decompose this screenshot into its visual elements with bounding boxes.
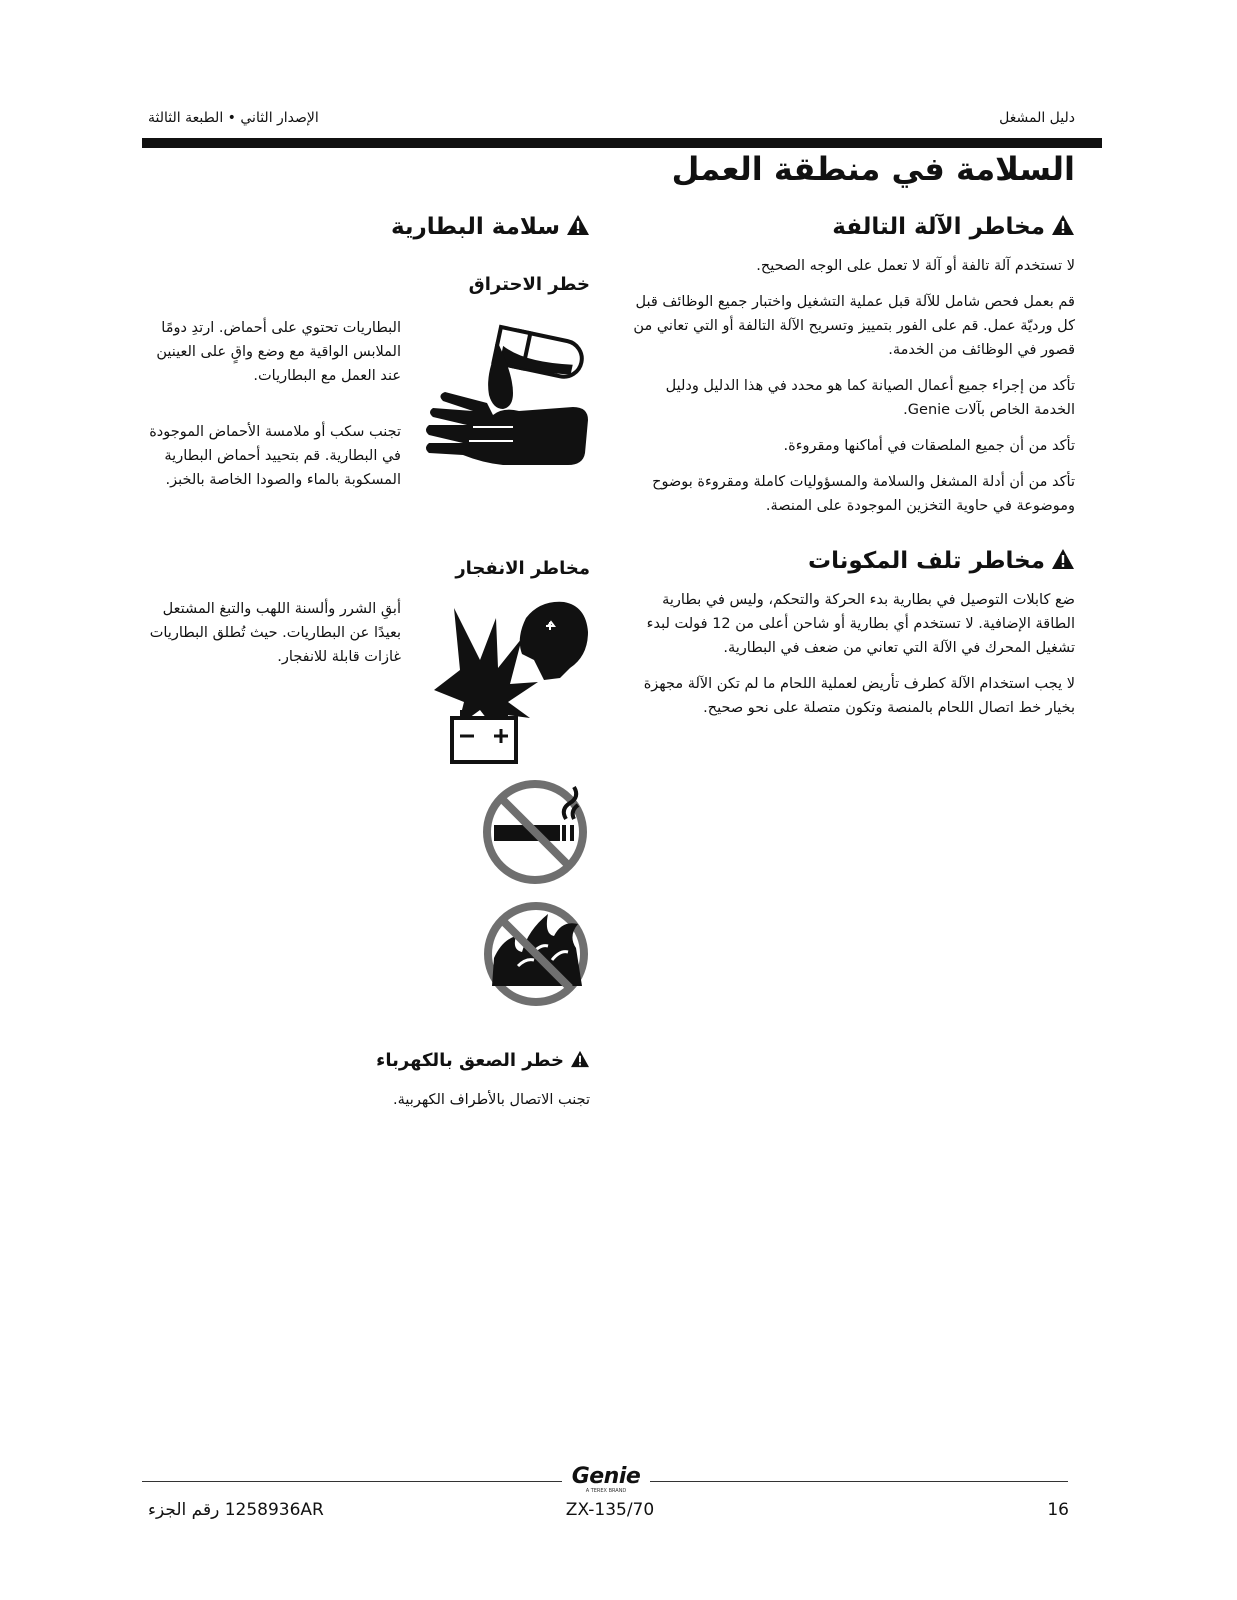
explosion-hazard-text bbox=[139, 597, 401, 669]
brand-name: Genie bbox=[571, 1464, 641, 1489]
no-smoking-icon bbox=[482, 779, 592, 893]
no-open-flame-icon bbox=[482, 900, 592, 1014]
warning-triangle-icon bbox=[1051, 548, 1075, 576]
header-rule bbox=[142, 138, 1102, 148]
model-number: ZX-135/70 bbox=[565, 1500, 655, 1520]
section-title: مخاطر تلف المكونات bbox=[808, 548, 1045, 574]
paragraph: تجنب الاتصال بالأطراف الكهربية. bbox=[393, 1092, 590, 1108]
paragraph: تجنب سكب أو ملامسة الأحماض الموجودة في البطارية. قم بتحييد أحماض البطارية المسكوبة بالماء والصودا الخاصة بالخبز. bbox=[149, 424, 401, 488]
warning-triangle-icon bbox=[1051, 214, 1075, 242]
section-title: سلامة البطارية bbox=[390, 214, 560, 240]
electrocution-title-text: خطر الصعق بالكهرباء bbox=[376, 1050, 564, 1071]
genie-logo bbox=[566, 1466, 646, 1494]
explosion-hazard-title: مخاطر الانفجار bbox=[455, 558, 590, 579]
right-column bbox=[623, 214, 1075, 720]
header-manual-title: دليل المشغل bbox=[999, 110, 1075, 126]
footer-rule-right bbox=[650, 1481, 1068, 1482]
burn-hazard-title: خطر الاحتراق bbox=[468, 274, 590, 295]
section-battery-safety bbox=[391, 214, 590, 242]
page-number: 16 bbox=[1047, 1500, 1069, 1520]
paragraph: لا يجب استخدام الآلة كطرف تأريض لعملية اللحام ما لم تكن الآلة مجهزة بخيار خط اتصال اللحام بالمنصة وتكون متصلة على نحو صحيح. bbox=[643, 676, 1075, 716]
electrocution-hazard-title bbox=[376, 1050, 590, 1073]
warning-triangle-icon bbox=[570, 1050, 590, 1073]
paragraph: لا تستخدم آلة تالفة أو آلة لا تعمل على الوجه الصحيح. bbox=[756, 258, 1075, 274]
paragraph: البطاريات تحتوي على أحماض. ارتدِ دومًا الملابس الواقية مع وضع واقٍ على العينين عند العمل مع البطاريات. bbox=[156, 320, 401, 384]
paragraph: أبقِ الشرر وألسنة اللهب والتبغ المشتعل بعيدًا عن البطاريات. حيث تُطلق البطاريات غازات قابلة للانفجار. bbox=[149, 601, 401, 665]
acid-burn-hand-icon bbox=[423, 315, 593, 469]
paragraph: تأكد من أن جميع الملصقات في أماكنها ومقروءة. bbox=[783, 438, 1075, 454]
section-title: مخاطر الآلة التالفة bbox=[832, 214, 1045, 240]
header-edition: الإصدار الثاني • الطبعة الثالثة bbox=[148, 110, 319, 126]
paragraph: قم بعمل فحص شامل للآلة قبل عملية التشغيل واختبار جميع الوظائف قبل كل ورديّة عمل. قم على الفور بتمييز وتسريح الآلة التالفة أو التي تعاني من قصور في الوظائف من الخدمة. bbox=[633, 294, 1075, 358]
warning-triangle-icon bbox=[566, 214, 590, 242]
electrocution-hazard-text bbox=[170, 1088, 590, 1112]
paragraph: تأكد من أن أدلة المشغل والسلامة والمسؤوليات كاملة ومقروءة بوضوح وموضوعة في حاوية التخزين الموجودة على المنصة. bbox=[652, 474, 1075, 514]
paragraph: ضع كابلات التوصيل في بطارية بدء الحركة والتحكم، وليس في بطارية الطاقة الإضافية. لا تستخدم أي بطارية أو شاحن أعلى من 12 فولت لبدء تشغيل المحرك في الآلة التي تعاني من ضعف في البطارية. bbox=[646, 592, 1075, 656]
footer-rule-left bbox=[142, 1481, 562, 1482]
paragraph: تأكد من إجراء جميع أعمال الصيانة كما هو محدد في هذا الدليل ودليل الخدمة الخاص بآلات Genie. bbox=[665, 378, 1075, 418]
brand-subtitle: A TEREX BRAND bbox=[585, 1488, 627, 1494]
burn-hazard-text bbox=[139, 316, 401, 492]
part-number: 1258936AR رقم الجزء bbox=[148, 1500, 324, 1520]
section-component-damage bbox=[623, 548, 1075, 576]
page-title: السلامة في منطقة العمل bbox=[671, 150, 1075, 188]
section-damaged-machine bbox=[623, 214, 1075, 242]
battery-explosion-icon bbox=[430, 598, 590, 772]
